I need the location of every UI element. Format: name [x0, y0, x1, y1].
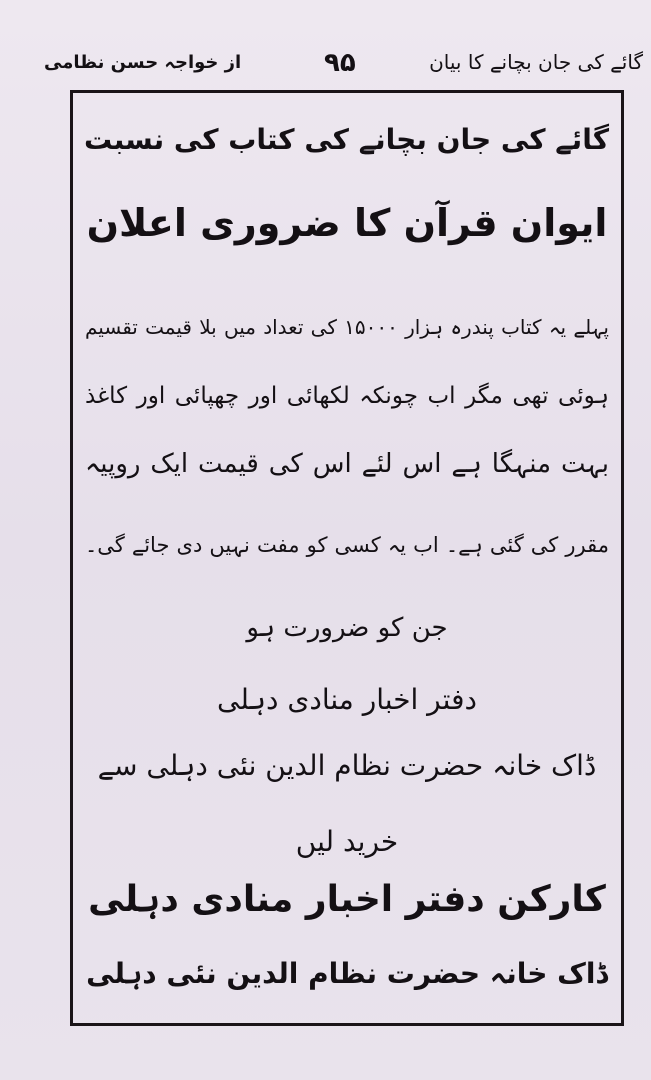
footer-line: کارکن دفتر اخبار منادی دہلی: [88, 879, 606, 920]
contact-line: خرید لیں: [295, 825, 399, 858]
contact-line: دفتر اخبار منادی دہلی: [217, 683, 477, 716]
page-number: ۹۵: [324, 48, 356, 78]
contact-line: ڈاک خانہ حضرت نظام الدین نئی دہلی سے: [97, 749, 597, 782]
body-line: بہت منہگا ہے اس لئے اس کی قیمت ایک روپیہ: [85, 449, 609, 479]
footer-line: ڈاک خانہ حضرت نظام الدین نئی دہلی: [86, 957, 608, 990]
contact-line: جن کو ضرورت ہو: [246, 613, 448, 643]
notice-frame: [70, 90, 624, 1026]
notice-title: ایوان قرآن کا ضروری اعلان: [86, 201, 608, 245]
notice-heading: گائے کی جان بچانے کی کتاب کی نسبت: [84, 123, 609, 156]
body-line: ہوئی تھی مگر اب چونکہ لکھائی اور چھپائی اور کاغذ: [85, 383, 609, 409]
page-header: [44, 48, 643, 88]
body-line: مقرر کی گئی ہے۔ اب یہ کسی کو مفت نہیں دی جائے گی۔: [85, 533, 609, 557]
notice-content: [73, 93, 621, 1023]
running-title: گائے کی جان بچانے کا بیان: [429, 50, 643, 74]
author-credit: از خواجہ حسن نظامی: [44, 52, 242, 73]
body-line: پہلے یہ کتاب پندرہ ہزار ۱۵۰۰۰ کی تعداد میں بلا قیمت تقسیم: [85, 315, 609, 339]
